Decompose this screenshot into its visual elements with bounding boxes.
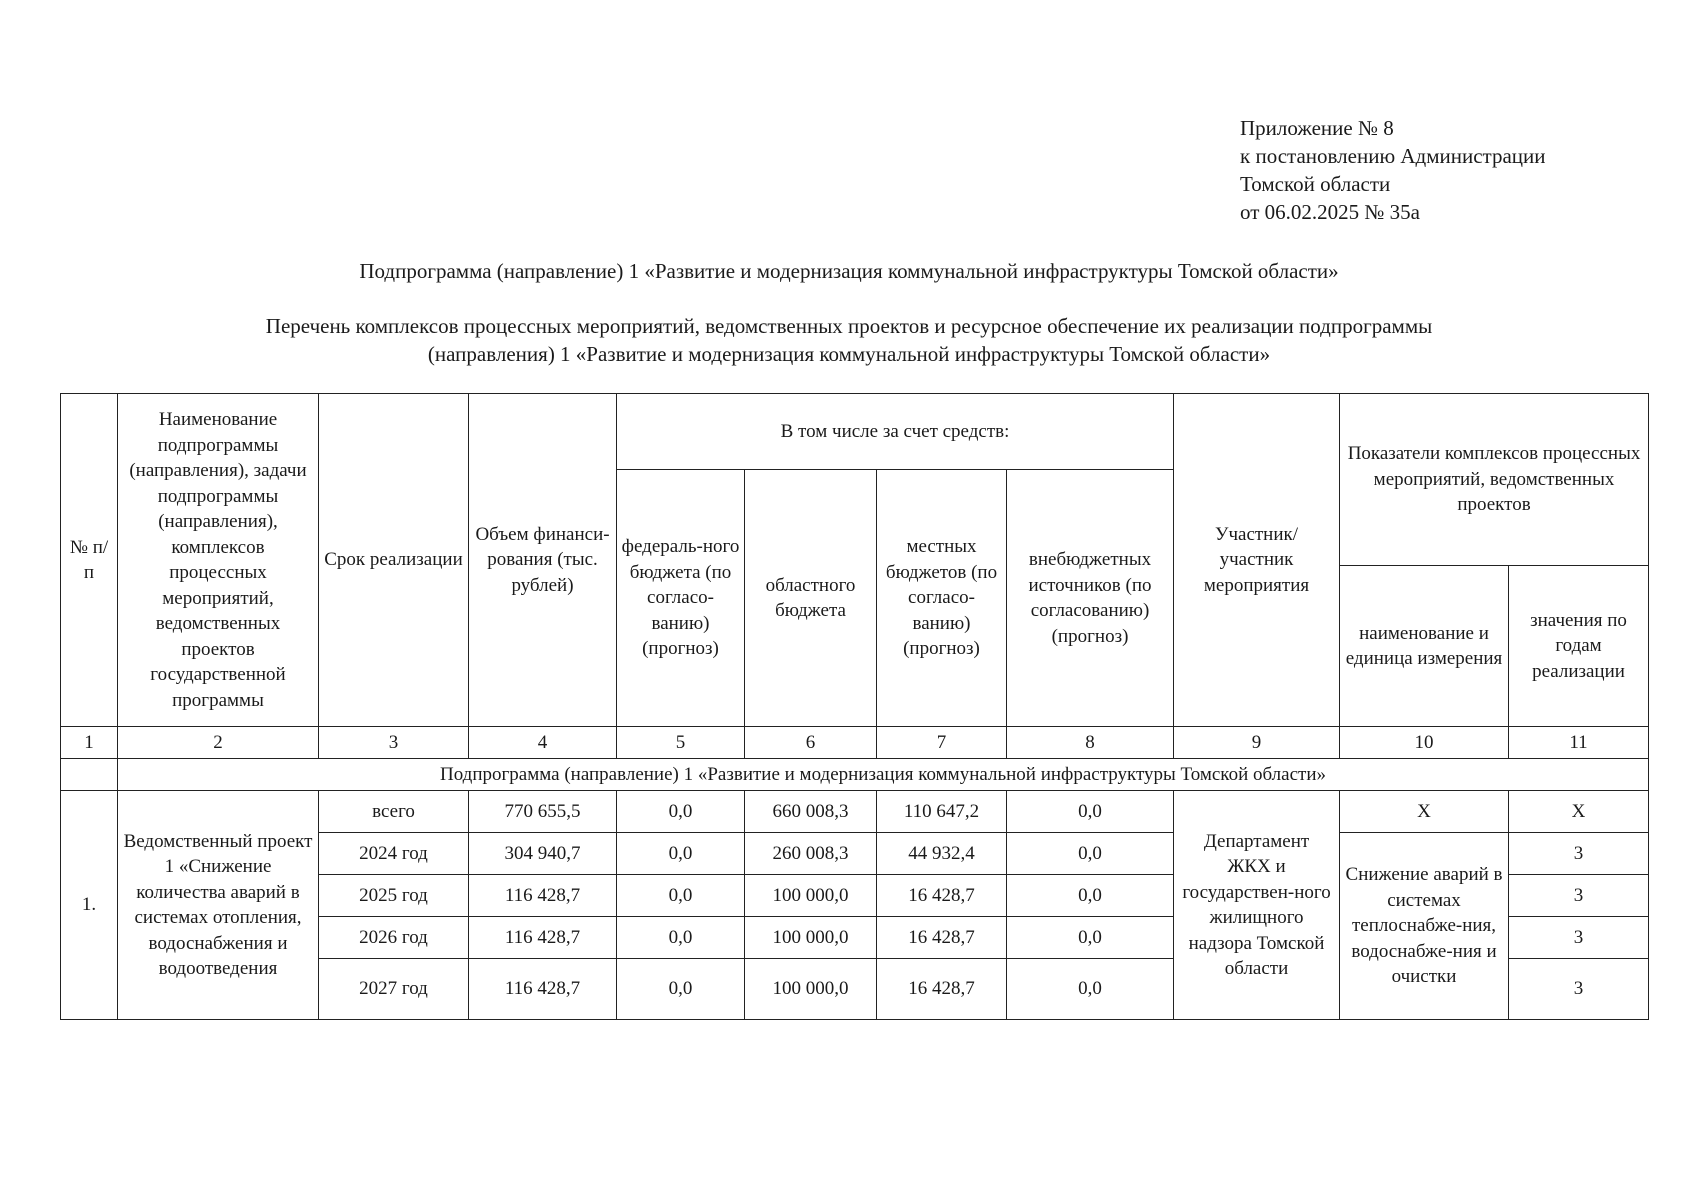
resource-table: [60, 393, 1649, 1020]
header-local: местных бюджетов (по согласо-ванию) (прогноз): [877, 470, 1007, 727]
period-cell: 2027 год: [319, 959, 469, 1020]
header-extrabudget: внебюджетных источников (по согласованию) (прогноз): [1007, 470, 1174, 727]
appendix-block: [1240, 114, 1546, 226]
column-number: 2: [118, 727, 319, 759]
column-number: 9: [1174, 727, 1340, 759]
participant-cell: Департамент ЖКХ и государствен-ного жилищного надзора Томской области: [1174, 791, 1340, 1020]
federal-cell: 0,0: [617, 959, 745, 1020]
document-subtitle: [100, 312, 1598, 368]
total-cell: 116 428,7: [469, 917, 617, 959]
local-cell: 16 428,7: [877, 959, 1007, 1020]
header-indicator-values: значения по годам реализации: [1509, 566, 1649, 727]
column-number: 6: [745, 727, 877, 759]
header-participant: Участник/ участник мероприятия: [1174, 394, 1340, 727]
local-cell: 44 932,4: [877, 833, 1007, 875]
column-number: 5: [617, 727, 745, 759]
regional-cell: 660 008,3: [745, 791, 877, 833]
item-name: Ведомственный проект 1 «Снижение количества аварий в системах отопления, водоснабжения и водоотведения: [118, 791, 319, 1020]
total-cell: 770 655,5: [469, 791, 617, 833]
header-federal: федераль-ного бюджета (по согласо-ванию) (прогноз): [617, 470, 745, 727]
header-total: Объем финанси-рования (тыс. рублей): [469, 394, 617, 727]
appendix-line: Приложение № 8: [1240, 116, 1394, 140]
regional-cell: 100 000,0: [745, 875, 877, 917]
header-number: № п/п: [61, 394, 118, 727]
federal-cell: 0,0: [617, 833, 745, 875]
total-cell: 304 940,7: [469, 833, 617, 875]
subtitle-line: Перечень комплексов процессных мероприятий, ведомственных проектов и ресурсное обеспечение их реализации подпрограммы: [265, 314, 1433, 338]
header-indicators-group: Показатели комплексов процессных мероприятий, ведомственных проектов: [1340, 394, 1649, 566]
item-number: 1.: [61, 791, 118, 1020]
federal-cell: 0,0: [617, 875, 745, 917]
header-regional: областного бюджета: [745, 470, 877, 727]
total-cell: 116 428,7: [469, 959, 617, 1020]
regional-cell: 260 008,3: [745, 833, 877, 875]
indicator-value-cell: Х: [1509, 791, 1649, 833]
regional-cell: 100 000,0: [745, 917, 877, 959]
column-number-row: [61, 727, 1649, 759]
appendix-line: от 06.02.2025 № 35а: [1240, 200, 1421, 224]
total-cell: 116 428,7: [469, 875, 617, 917]
section-empty-cell: [61, 759, 118, 791]
indicator-value-cell: 3: [1509, 833, 1649, 875]
period-cell: всего: [319, 791, 469, 833]
column-number: 1: [61, 727, 118, 759]
column-number: 8: [1007, 727, 1174, 759]
indicator-value-cell: 3: [1509, 875, 1649, 917]
federal-cell: 0,0: [617, 917, 745, 959]
indicator-value-cell: 3: [1509, 917, 1649, 959]
section-row: [61, 759, 1649, 791]
local-cell: 110 647,2: [877, 791, 1007, 833]
federal-cell: 0,0: [617, 791, 745, 833]
extrabudget-cell: 0,0: [1007, 791, 1174, 833]
document-title: Подпрограмма (направление) 1 «Развитие и модернизация коммунальной инфраструктуры Томской области»: [359, 259, 1339, 283]
appendix-line: к постановлению Администрации: [1240, 144, 1546, 168]
column-number: 10: [1340, 727, 1509, 759]
indicator-name-cell: Х: [1340, 791, 1509, 833]
local-cell: 16 428,7: [877, 917, 1007, 959]
header-period: Срок реализации: [319, 394, 469, 727]
header-name: Наименование подпрограммы (направления), задачи подпрограммы (направления), комплексов процессных мероприятий, ведомственных проектов государственной программы: [118, 394, 319, 727]
table-row: [61, 791, 1649, 833]
column-number: 3: [319, 727, 469, 759]
indicator-name-cell: Снижение аварий в системах теплоснабже-ния, водоснабже-ния и очистки: [1340, 833, 1509, 1020]
indicator-value-cell: 3: [1509, 959, 1649, 1020]
subtitle-line: (направления) 1 «Развитие и модернизация коммунальной инфраструктуры Томской области»: [427, 342, 1271, 366]
header-indicator-name: наименование и единица измерения: [1340, 566, 1509, 727]
extrabudget-cell: 0,0: [1007, 833, 1174, 875]
extrabudget-cell: 0,0: [1007, 917, 1174, 959]
period-cell: 2026 год: [319, 917, 469, 959]
appendix-line: Томской области: [1240, 172, 1391, 196]
column-number: 4: [469, 727, 617, 759]
regional-cell: 100 000,0: [745, 959, 877, 1020]
local-cell: 16 428,7: [877, 875, 1007, 917]
extrabudget-cell: 0,0: [1007, 959, 1174, 1020]
period-cell: 2025 год: [319, 875, 469, 917]
section-title: Подпрограмма (направление) 1 «Развитие и модернизация коммунальной инфраструктуры Томской области»: [118, 759, 1649, 791]
column-number: 7: [877, 727, 1007, 759]
header-funds-group: В том числе за счет средств:: [617, 394, 1174, 470]
column-number: 11: [1509, 727, 1649, 759]
period-cell: 2024 год: [319, 833, 469, 875]
extrabudget-cell: 0,0: [1007, 875, 1174, 917]
